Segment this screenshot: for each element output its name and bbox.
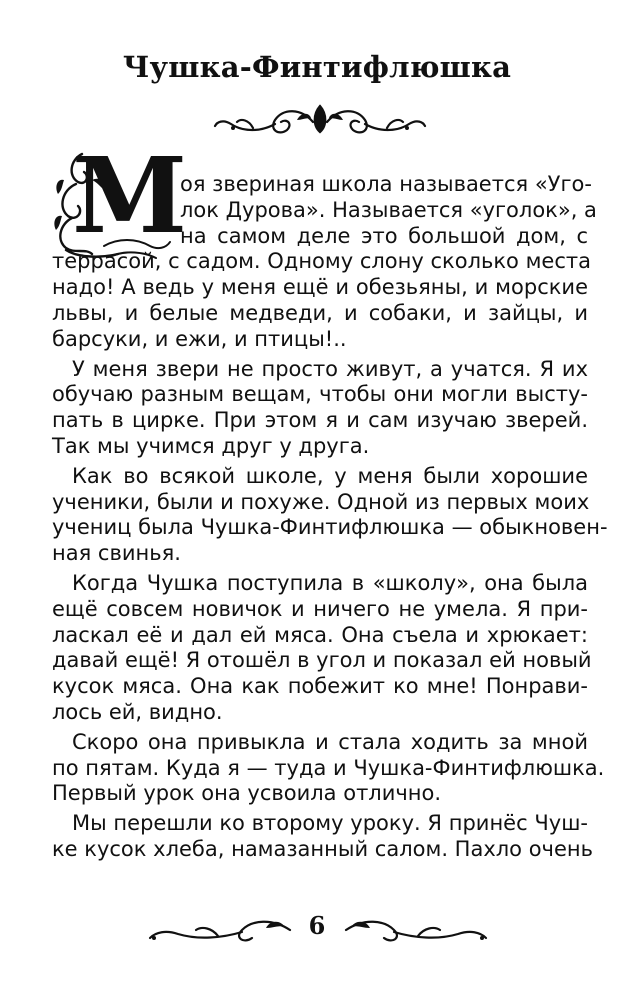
text-line: львы, и белые медведи, и собаки, и зайцы, и <box>52 300 588 325</box>
page-number: 6 <box>308 911 326 940</box>
text-line: ещё совсем новичок и ничего не умела. Я при- <box>52 596 588 621</box>
text-line: У меня звери не просто живут, а учатся. Я их <box>72 356 588 381</box>
text-line: Когда Чушка поступила в «школу», она была <box>72 570 588 595</box>
page-title: Чушка-Финтифлюшка <box>122 50 512 84</box>
text-line: надо! А ведь у меня ещё и обезьяны, и морские <box>52 275 588 300</box>
text-line: Как во всякой школе, у меня были хорошие <box>72 463 588 488</box>
ornament-divider-top <box>213 98 427 140</box>
text-line: кусок мяса. Она как побежит ко мне! Понрави- <box>52 674 588 699</box>
body-text <box>52 172 608 863</box>
text-line: лось ей, видно. <box>52 699 223 724</box>
text-line: ученики, были и похуже. Одной из первых моих <box>52 489 590 514</box>
text-line: Скоро она привыкла и стала ходить за мной <box>72 729 588 754</box>
text-line: ная свинья. <box>52 541 181 566</box>
text-line: барсуки, и ежи, и птицы!.. <box>52 326 347 351</box>
text-line: лок Дурова». Называется «уголок», а <box>180 197 597 222</box>
text-line: давай ещё! Я отошёл в угол и показал ей новый <box>52 648 592 673</box>
text-line: Мы перешли ко второму уроку. Я принёс Чуш- <box>72 811 588 836</box>
drop-cap-letter: М <box>72 134 188 257</box>
text-line: по пятам. Куда я — туда и Чушка-Финтифлюшка. <box>52 755 605 780</box>
text-line: ласкал её и дал ей мяса. Она съела и хрюкает: <box>52 622 588 647</box>
text-line: оя звериная школа называется «Уго- <box>180 172 592 196</box>
text-line: Так мы учимся друг у друга. <box>52 433 370 458</box>
text-line: Первый урок она усвоила отлично. <box>52 781 442 806</box>
text-line: ке кусок хлеба, намазанный салом. Пахло очень <box>52 836 593 861</box>
text-line: пать в цирке. При этом я и сам изучаю зверей. <box>52 408 588 433</box>
text-line: террасой, с садом. Одному слону сколько места <box>52 249 591 274</box>
text-line: обучаю разным вещам, чтобы они могли высту- <box>52 382 588 407</box>
text-line: на самом деле это большой дом, с <box>180 223 588 248</box>
text-line: учениц была Чушка-Финтифлюшка — обыкновен- <box>52 515 608 540</box>
